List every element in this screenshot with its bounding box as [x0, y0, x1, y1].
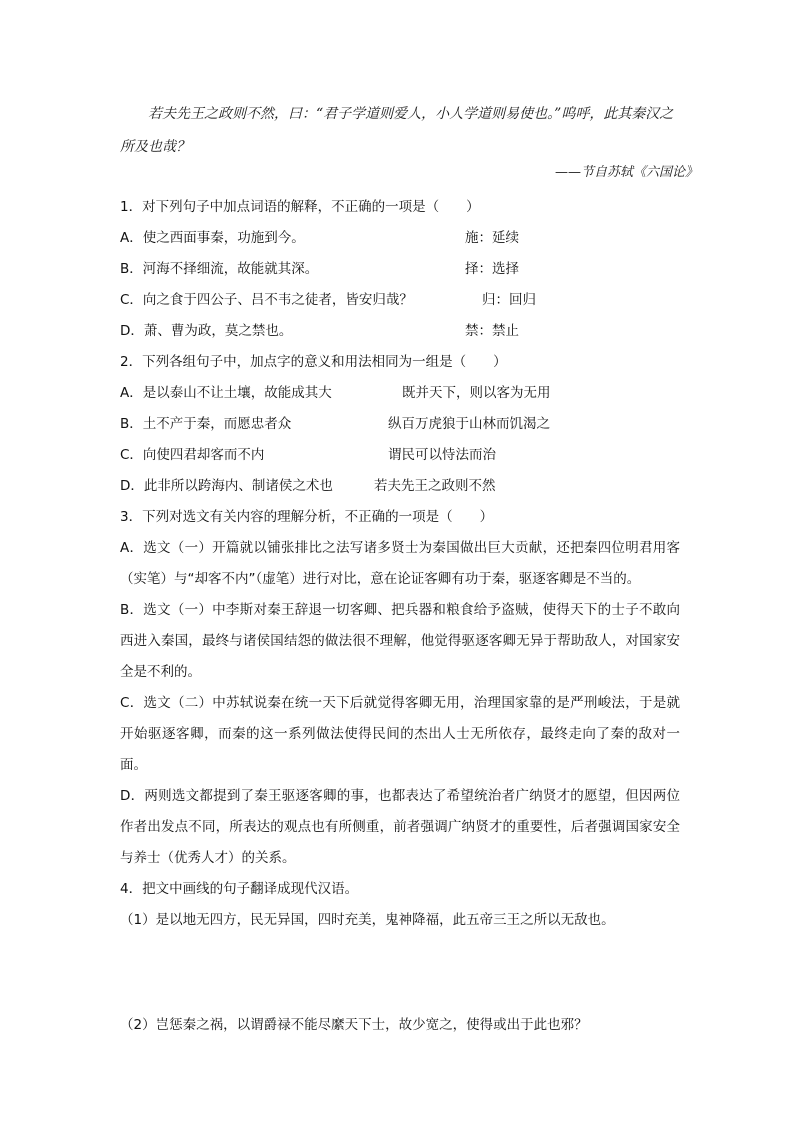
q1-option-c	[120, 285, 680, 316]
q2-option-a	[120, 378, 680, 409]
q2-option-c-left: C．向使四君却客而不内	[120, 447, 265, 463]
q1-option-c-sentence: C．向之食于四公子、吕不韦之徒者，皆安归哉？	[120, 292, 413, 308]
q2-option-b-left: B．土不产于秦，而愿忠者众	[120, 416, 292, 432]
q1-option-b-sentence: B．河海不择细流，故能就其深。	[120, 261, 319, 277]
q4-stem: 4．把文中画线的句子翻译成现代汉语。	[120, 881, 359, 897]
q1-option-a	[120, 223, 680, 254]
q4-item-2: （2）岂惩秦之祸，以谓爵禄不能尽縻天下士，故少宽之，使得或出于此也邪？	[120, 1017, 588, 1033]
q1-option-d-gloss: 禁：禁止	[465, 323, 519, 339]
q1-option-b	[120, 254, 680, 285]
q1-option-c-gloss: 归：回归	[482, 292, 536, 308]
q2-option-c-right: 谓民可以恃法而治	[388, 447, 496, 463]
q3-option-d: D．两则选文都提到了秦王驱逐客卿的事，也都表达了希望统治者广纳贤才的愿望，但因两位作者出发点不同，所表达的观点也有所侧重，前者强调广纳贤才的重要性，后者强调国家安全与养士（优秀人才）的关系。	[120, 788, 680, 866]
q1-option-d	[120, 316, 680, 347]
excerpt-source: ——节自苏轼《六国论》	[554, 165, 698, 180]
q3-option-c: C．选文（二）中苏轼说秦在统一天下后就觉得客卿无用，治理国家靠的是严刑峻法，于是就开始驱逐客卿，而秦的这一系列做法使得民间的杰出人士无所依存，最终走向了秦的敌对一面。	[120, 695, 680, 773]
q2-option-a-left: A．是以泰山不让土壤，故能成其大	[120, 385, 332, 401]
excerpt-passage	[120, 98, 680, 164]
q2-option-d-right: 若夫先王之政则不然	[374, 478, 496, 494]
q1-option-a-gloss: 施：延续	[465, 230, 519, 246]
excerpt-text: 若夫先王之政则不然，曰：“君子学道则爱人，小人学道则易使也。”呜呼，此其秦汉之所及也哉？	[120, 106, 674, 155]
q2-option-c	[120, 440, 680, 471]
q3-option-b: B．选文（一）中李斯对秦王辞退一切客卿、把兵器和粮食给予盗贼，使得天下的士子不敢向西进入秦国，最终与诸侯国结怨的做法很不理解，他觉得驱逐客卿无异于帮助敌人，对国家安全是不利的。	[120, 602, 680, 680]
q2-option-d	[120, 471, 680, 502]
q3-stem: 3．下列对选文有关内容的理解分析，不正确的一项是（ ）	[120, 509, 494, 525]
q2-stem: 2．下列各组句子中，加点字的意义和用法相同为一组是（ ）	[120, 354, 507, 370]
q4-answer-spacer	[120, 998, 680, 1010]
q1-stem: 1．对下列句子中加点词语的解释，不正确的一项是（ ）	[120, 199, 480, 215]
questions-section	[120, 192, 680, 1041]
q1-option-a-sentence: A．使之西面事秦，功施到今。	[120, 230, 305, 246]
q4-item-1-answer-space	[120, 936, 680, 998]
q1-option-d-sentence: D．萧、曹为政，莫之禁也。	[120, 323, 293, 339]
q2-option-d-left: D．此非所以跨海内、制诸侯之术也	[120, 478, 333, 494]
q2-option-a-right: 既并天下，则以客为无用	[402, 385, 551, 401]
q4-item-1: （1）是以地无四方，民无异国，四时充美，鬼神降福，此五帝三王之所以无敌也。	[120, 912, 615, 928]
q1-option-b-gloss: 择：选择	[465, 261, 519, 277]
q3-option-a: A．选文（一）开篇就以铺张排比之法写诸多贤士为秦国做出巨大贡献，还把秦四位明君用客（实笔）与“却客不内”（虚笔）进行对比，意在论证客卿有功于秦，驱逐客卿是不当的。	[120, 540, 680, 587]
q2-option-b-right: 纵百万虎狼于山林而饥渴之	[388, 416, 550, 432]
q2-option-b	[120, 409, 680, 440]
